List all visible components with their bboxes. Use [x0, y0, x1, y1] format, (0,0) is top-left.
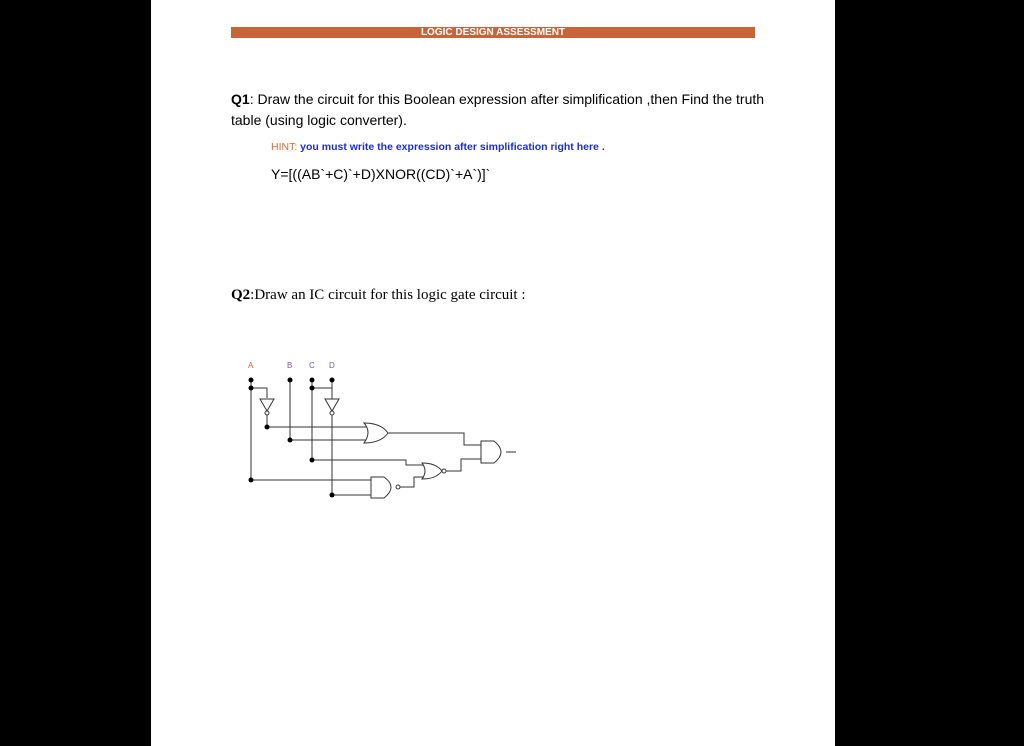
node-a [249, 378, 254, 383]
input-label-c: C [309, 361, 315, 370]
wire-and1-to-or2 [400, 477, 424, 487]
input-label-d: D [329, 361, 335, 370]
question-2-text: :Draw an IC circuit for this logic gate circuit : [250, 287, 526, 303]
or-gate-2 [422, 463, 442, 479]
question-2 [231, 287, 526, 304]
question-1 [231, 89, 791, 131]
not-gate-1-bubble [265, 411, 269, 415]
wire-c-to-or2 [401, 460, 424, 465]
input-label-b: B [287, 361, 293, 370]
wire-a-to-not [251, 388, 267, 398]
input-label-a: A [248, 361, 254, 370]
node-d [330, 378, 335, 383]
hint-label: HINT: [271, 141, 298, 153]
question-2-label: Q2 [231, 287, 251, 303]
not-gate-2-bubble [330, 411, 334, 415]
or-gate-1 [364, 423, 388, 443]
and-gate-1-bubble [396, 485, 400, 489]
node-c [310, 378, 315, 383]
hint-text: you must write the expression after simplification right here . [297, 141, 605, 153]
boolean-expression: Y=[((AB`+C)`+D)XNOR((CD)`+A`)]` [271, 166, 491, 182]
not-gate-2 [325, 399, 339, 411]
wire-or1-to-and [388, 433, 481, 445]
or-gate-2-bubble [442, 469, 446, 473]
and-gate-final [481, 441, 501, 463]
not-gate-1 [260, 399, 274, 411]
assessment-banner: LOGIC DESIGN ASSESSMENT [231, 27, 755, 38]
question-1-text: : Draw the circuit for this Boolean expression after simplification ,then Find the truth table (using logic converter). [231, 91, 765, 128]
document-page [151, 0, 835, 746]
and-gate-1 [371, 477, 391, 498]
question-1-label: Q1 [231, 91, 250, 107]
logic-gate-circuit-diagram [236, 355, 536, 515]
hint-line [271, 141, 605, 153]
node-b [288, 378, 293, 383]
wire-or2-to-and [446, 459, 481, 471]
